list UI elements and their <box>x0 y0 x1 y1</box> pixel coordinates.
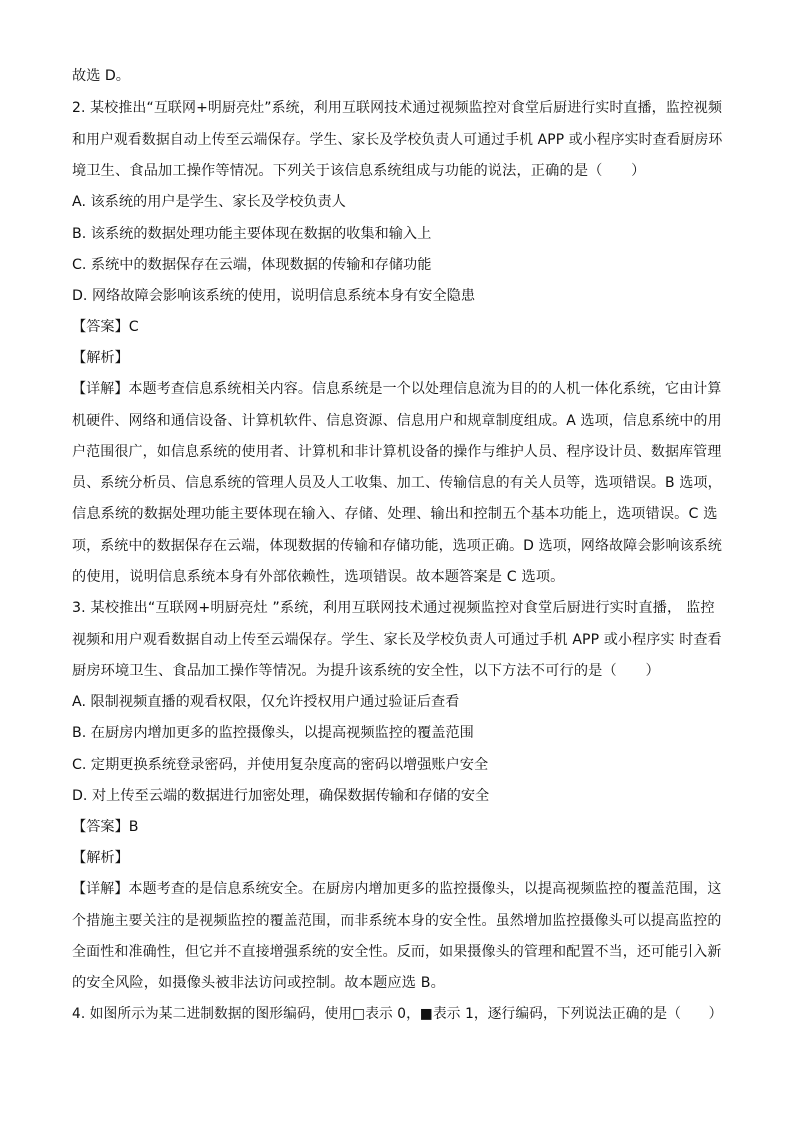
question-2-stem: 和用户观看数据自动上传至云端保存。学生、家长及学校负责人可通过手机 APP 或小程序实时查看厨房环 <box>72 132 723 148</box>
question-2-analysis-heading: 【解析】 <box>72 350 129 366</box>
question-2-explanation: 员、系统分析员、信息系统的管理人员及人工收集、加工、传输信息的有关人员等，选项错误。B 选项， <box>72 475 722 491</box>
question-2-explanation: 机硬件、网络和通信设备、计算机软件、信息资源、信息用户和规章制度组成。A 选项，信息系统中的用 <box>72 413 722 429</box>
question-3-option-b: B. 在厨房内增加更多的监控摄像头，以提高视频监控的覆盖范围 <box>72 725 474 741</box>
question-3-option-a: A. 限制视频直播的观看权限，仅允许授权用户通过验证后查看 <box>72 694 460 710</box>
question-3-option-c: C. 定期更换系统登录密码，并使用复杂度高的密码以增强账户安全 <box>72 757 489 773</box>
question-3-explanation: 个措施主要关注的是视频监控的覆盖范围，而非系统本身的安全性。虽然增加监控摄像头可以提高监控的 <box>72 913 722 929</box>
question-2-explanation: 项，系统中的数据保存在云端，体现数据的传输和存储功能，选项正确。D 选项，网络故障会影响该系统 <box>72 538 722 554</box>
question-2-explanation: 户范围很广，如信息系统的使用者、计算机和非计算机设备的操作与维护人员、程序设计员、数据库管理 <box>72 444 722 460</box>
question-2-stem: 境卫生、食品加工操作等情况。下列关于该信息系统组成与功能的说法，正确的是（ ） <box>72 163 646 179</box>
question-3-explanation: 【详解】本题考查的是信息系统安全。在厨房内增加更多的监控摄像头，以提高视频监控的覆盖范围，这 <box>72 881 722 897</box>
question-4-stem: 4. 如图所示为某二进制数据的图形编码，使用□表示 0，■表示 1，逐行编码，下列说法正确的是（ ） <box>72 1006 723 1022</box>
question-3-option-d: D. 对上传至云端的数据进行加密处理，确保数据传输和存储的安全 <box>72 788 490 804</box>
conclusion-line: 故选 D。 <box>72 68 130 84</box>
question-2-answer: 【答案】C <box>72 319 139 335</box>
question-3-analysis-heading: 【解析】 <box>72 850 129 866</box>
question-2-option-c: C. 系统中的数据保存在云端，体现数据的传输和存储功能 <box>72 257 432 273</box>
question-2-stem: 2. 某校推出“互联网+明厨亮灶”系统，利用互联网技术通过视频监控对食堂后厨进行实时直播，监控视频 <box>72 100 723 116</box>
question-3-stem: 厨房环境卫生、食品加工操作等情况。为提升该系统的安全性，以下方法不可行的是（ ） <box>72 663 660 679</box>
question-2-option-d: D. 网络故障会影响该系统的使用，说明信息系统本身有安全隐患 <box>72 288 476 304</box>
question-2-option-b: B. 该系统的数据处理功能主要体现在数据的收集和输入上 <box>72 226 432 242</box>
question-3-explanation: 的安全风险，如摄像头被非法访问或控制。故本题应选 B。 <box>72 975 445 991</box>
question-2-option-a: A. 该系统的用户是学生、家长及学校负责人 <box>72 194 346 210</box>
question-2-explanation: 【详解】本题考查信息系统相关内容。信息系统是一个以处理信息流为目的的人机一体化系统，它由计算 <box>72 381 722 397</box>
question-2-explanation: 信息系统的数据处理功能主要体现在输入、存储、处理、输出和控制五个基本功能上，选项错误。C 选 <box>72 506 718 522</box>
question-3-answer: 【答案】B <box>72 819 139 835</box>
question-3-explanation: 全面性和准确性，但它并不直接增强系统的安全性。反而，如果摄像头的管理和配置不当，还可能引入新 <box>72 944 722 960</box>
question-2-explanation: 的使用，说明信息系统本身有外部依赖性，选项错误。故本题答案是 C 选项。 <box>72 569 565 585</box>
question-3-stem: 视频和用户观看数据自动上传至云端保存。学生、家长及学校负责人可通过手机 APP 或小程序实 时查看 <box>72 632 722 648</box>
question-3-stem: 3. 某校推出“互联网+明厨亮灶 ”系统，利用互联网技术通过视频监控对食堂后厨进行实时直播， 监控 <box>72 600 715 616</box>
